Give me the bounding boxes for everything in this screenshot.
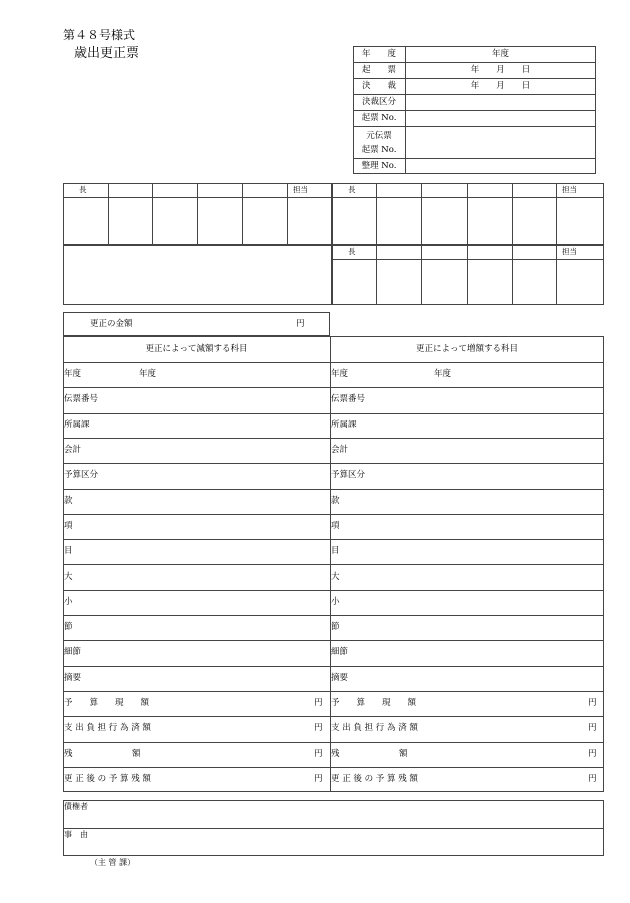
- increase-row-label: 目: [331, 546, 340, 557]
- increase-row-label: 項: [331, 520, 340, 531]
- decrease-row-label: 年度: [64, 369, 82, 380]
- rule-line: [63, 362, 604, 363]
- info-row-value: 年度: [491, 48, 509, 59]
- decrease-row-label: 予 算 現 額: [64, 698, 150, 709]
- increase-row-label: 予算区分: [331, 470, 366, 481]
- rule-line: [63, 413, 604, 414]
- rule-line: [63, 463, 604, 464]
- info-row-label: 起票 No.: [361, 112, 397, 123]
- department-label: （主 管 課）: [90, 858, 136, 867]
- rule-line: [63, 691, 604, 692]
- increase-row-label: 伝票番号: [331, 394, 366, 405]
- decrease-row-label: 更 正 後 の 予 算 残 額: [64, 773, 151, 784]
- rule-line: [421, 245, 422, 305]
- rule-line: [63, 742, 604, 743]
- decrease-row-label: 大: [64, 571, 73, 582]
- rule-line: [287, 183, 288, 245]
- chief-label: 長: [348, 185, 356, 194]
- charge-label: 担当: [293, 185, 308, 194]
- rule-line: [353, 158, 596, 159]
- rule-line: [556, 245, 557, 305]
- correction-amount-unit: 円: [296, 319, 305, 329]
- decrease-row-unit: 円: [314, 698, 323, 709]
- increase-row-label: 款: [331, 495, 340, 506]
- rule-line: [353, 78, 596, 79]
- increase-row-label: 支 出 負 担 行 為 済 額: [331, 723, 418, 734]
- rule-line: [353, 126, 596, 127]
- rule-line: [512, 245, 513, 305]
- rule-line: [63, 666, 604, 667]
- decrease-row-label: 項: [64, 520, 73, 531]
- rule-line: [63, 640, 604, 641]
- rule-line: [63, 590, 604, 591]
- chief-label: 長: [79, 185, 87, 194]
- form-title: 歳出更正票: [74, 46, 140, 61]
- increase-row-label: 残 額: [331, 748, 408, 759]
- increase-row-label: 大: [331, 571, 340, 582]
- decrease-row-label: 伝票番号: [64, 394, 99, 405]
- rule-line: [63, 489, 604, 490]
- info-row-label: 起 票: [361, 64, 396, 75]
- info-row-value: 年 月 日: [470, 80, 531, 91]
- decrease-row-unit: 円: [314, 748, 323, 759]
- increase-header: 更正によって増額する科目: [415, 344, 518, 354]
- rule-line: [512, 183, 513, 245]
- rule-line: [353, 94, 596, 95]
- rule-line: [63, 438, 604, 439]
- increase-row-label: 摘要: [331, 672, 349, 683]
- info-row-label: 元伝票 起票 No.: [361, 131, 397, 155]
- rule-line: [353, 62, 596, 63]
- decrease-row-label: 小: [64, 596, 73, 607]
- increase-row-label: 所属課: [331, 419, 357, 430]
- increase-row-label: 節: [331, 622, 340, 633]
- rule-line: [332, 259, 604, 260]
- rule-line: [63, 387, 604, 388]
- rule-line: [63, 539, 604, 540]
- rule-line: [467, 245, 468, 305]
- decrease-row-label: 細節: [64, 647, 82, 658]
- chief-label: 長: [348, 247, 356, 256]
- charge-label: 担当: [562, 247, 577, 256]
- decrease-row-label: 目: [64, 546, 73, 557]
- increase-row-label: 小: [331, 596, 340, 607]
- info-row-label: 年 度: [361, 48, 396, 59]
- rule-line: [556, 183, 557, 245]
- rule-line: [376, 245, 377, 305]
- rule-line: [353, 110, 596, 111]
- rule-line: [332, 197, 604, 198]
- rule-line: [63, 767, 604, 768]
- creditor-label: 債権者: [64, 802, 88, 811]
- increase-row-unit: 円: [588, 748, 597, 759]
- info-row-value: 年 月 日: [470, 64, 531, 75]
- approval-empty-area: [63, 245, 332, 305]
- rule-line: [63, 615, 604, 616]
- decrease-row-label: 款: [64, 495, 73, 506]
- decrease-row-label: 残 額: [64, 748, 141, 759]
- rule-line: [242, 183, 243, 245]
- info-row-label: 整理 No.: [361, 160, 397, 171]
- rule-line: [108, 183, 109, 245]
- increase-row-label: 予 算 現 額: [331, 698, 417, 709]
- reason-label: 事 由: [64, 830, 88, 839]
- info-row-label: 決 裁: [361, 80, 396, 91]
- decrease-row-label: 支 出 負 担 行 為 済 額: [64, 723, 151, 734]
- decrease-row-label: 節: [64, 622, 73, 633]
- increase-row-label: 更 正 後 の 予 算 残 額: [331, 773, 418, 784]
- rule-line: [63, 828, 604, 829]
- rule-line: [63, 514, 604, 515]
- rule-line: [467, 183, 468, 245]
- decrease-row-label: 摘要: [64, 672, 82, 683]
- rule-line: [63, 716, 604, 717]
- form-number: 第４８号様式: [63, 28, 136, 42]
- rule-line: [152, 183, 153, 245]
- increase-row-unit: 円: [588, 773, 597, 784]
- increase-row-label: 年度: [331, 369, 349, 380]
- rule-line: [63, 564, 604, 565]
- rule-line: [376, 183, 377, 245]
- rule-line: [421, 183, 422, 245]
- increase-row-suffix: 年度: [434, 369, 452, 380]
- decrease-row-suffix: 年度: [139, 369, 157, 380]
- increase-row-unit: 円: [588, 723, 597, 734]
- increase-row-unit: 円: [588, 698, 597, 709]
- increase-row-label: 会計: [331, 445, 349, 456]
- correction-amount-label: 更正の金額: [90, 319, 133, 329]
- decrease-header: 更正によって減額する科目: [145, 344, 248, 354]
- decrease-row-label: 会計: [64, 445, 82, 456]
- charge-label: 担当: [562, 185, 577, 194]
- rule-line: [197, 183, 198, 245]
- decrease-row-label: 所属課: [64, 419, 90, 430]
- decrease-row-label: 予算区分: [64, 470, 99, 481]
- info-row-label: 決裁区分: [361, 96, 396, 107]
- decrease-row-unit: 円: [314, 723, 323, 734]
- decrease-row-unit: 円: [314, 773, 323, 784]
- increase-row-label: 細節: [331, 647, 349, 658]
